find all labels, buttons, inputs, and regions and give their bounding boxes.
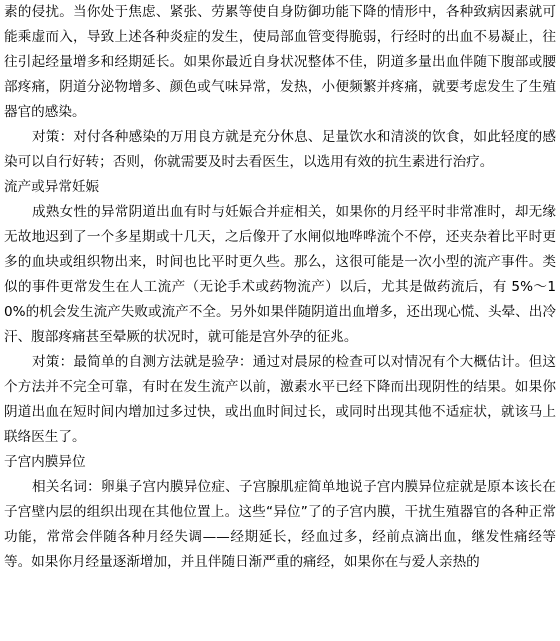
paragraph-miscarriage-description: 成熟女性的异常阴道出血有时与妊娠合并症相关，如果你的月经平时非常准时，却无缘无故地迟到了一个多星期或十几天，之后像开了水闸似地哗哗流个不停，还夹杂着比平时更多的血块或组织物出来，时间也比平时更久些。那么，这很可能是一次小型的流产事件。类似的事件更常发生在人工流产（无论手术或药物流产）以后，尤其是做药流后，有 5%～10%的机会发生流产失败或流产不全。另外如果伴随阴道出血增多，还出现心慌、头晕、出冷汗、腹部疼痛甚至晕厥的状况时，就可能是宫外孕的征兆。 [4,204,556,345]
section-heading-miscarriage: 流产或异常妊娠 [4,179,100,195]
paragraph-endometriosis-description: 相关名词：卵巢子宫内膜异位症、子宫腺肌症简单地说子宫内膜异位症就是原本该长在子宫壁内层的组织出现在其他位置上。这些“异位”了的子宫内膜，干扰生殖器官的各种正常功能，常常会伴随各种月经失调——经期延长，经血过多，经前点滴出血，继发性痛经等等。如果你月经量逐渐增加，并且伴随日渐严重的痛经，如果你在与爱人亲热的 [4,479,556,570]
document-body [4,0,556,575]
paragraph-infection-causes: 素的侵扰。当你处于焦虑、紧张、劳累等使自身防御功能下降的情形中，各种致病因素就可能乘虚而入，导致上述各种炎症的发生，使局部血管变得脆弱，行经时的出血不易凝止，往往引起经量增多和经期延长。如果你最近自身状况整体不佳，阴道多量出血伴随下腹部或腰部疼痛，阴道分泌物增多、颜色或气味异常，发热，小便频繁并疼痛，就要考虑发生了生殖器官的感染。 [4,4,556,120]
section-heading-endometriosis: 子宫内膜异位 [4,454,86,470]
paragraph-infection-countermeasure: 对策：对付各种感染的万用良方就是充分休息、足量饮水和清淡的饮食，如此轻度的感染可以自行好转；否则，你就需要及时去看医生，以选用有效的抗生素进行治疗。 [4,129,556,170]
paragraph-miscarriage-countermeasure: 对策：最简单的自测方法就是验孕：通过对晨尿的检查可以对情况有个大概估计。但这个方法并不完全可靠，有时在发生流产以前，激素水平已经下降而出现阴性的结果。如果你阴道出血在短时间内增加过多过快，或出血时间过长，或同时出现其他不适症状，就该马上联络医生了。 [4,354,556,445]
